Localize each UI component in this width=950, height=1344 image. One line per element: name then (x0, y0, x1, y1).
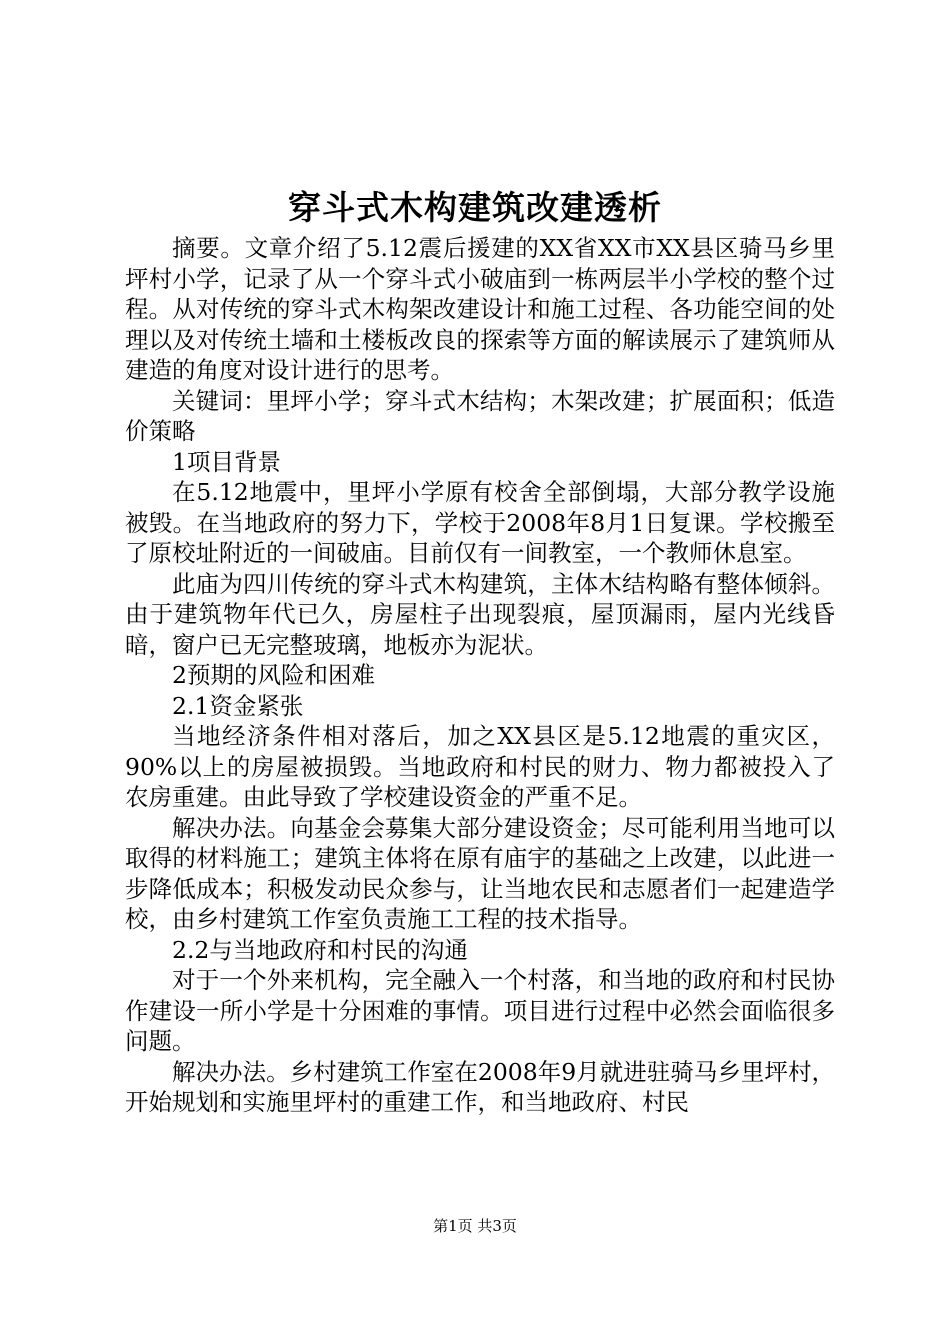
paragraph-communication: 对于一个外来机构，完全融入一个村落，和当地的政府和村民协作建设一所小学是十分困难的事情。项目进行过程中必然会面临很多问题。 (125, 966, 835, 1055)
paragraph-funding-solution: 解决办法。向基金会募集大部分建设资金；尽可能利用当地可以取得的材料施工；建筑主体将在原有庙宇的基础之上改建，以此进一步降低成本；积极发动民众参与，让当地农民和志愿者们一起建造学校，由乡村建筑工作室负责施工工程的技术指导。 (125, 813, 835, 933)
paragraph-abstract: 摘要。文章介绍了5.12震后援建的XX省XX市XX县区骑马乡里坪村小学，记录了从一个穿斗式小破庙到一栋两层半小学校的整个过程。从对传统的穿斗式木构架改建设计和施工过程、各功能空间的处理以及对传统土墙和土楼板改良的探索等方面的解读展示了建筑师从建造的角度对设计进行的思考。 (125, 234, 835, 384)
heading-funding: 2.1资金紧张 (172, 691, 304, 720)
page-number: 第1页 共3页 (433, 1217, 517, 1235)
heading-project-background: 1项目背景 (172, 447, 281, 476)
heading-risks: 2预期的风险和困难 (172, 661, 375, 689)
paragraph-background-2: 此庙为四川传统的穿斗式木构建筑，主体木结构略有整体倾斜。由于建筑物年代已久，房屋柱子出现裂痕，屋顶漏雨，屋内光线昏暗，窗户已无完整玻璃，地板亦为泥状。 (125, 569, 835, 659)
heading-communication: 2.2与当地政府和村民的沟通 (172, 935, 468, 964)
paragraph-background-1: 在5.12地震中，里坪小学原有校舍全部倒塌，大部分教学设施被毁。在当地政府的努力下，学校于2008年8月1日复课。学校搬至了原校址附近的一间破庙。目前仅有一间教室，一个教师休息室。 (125, 478, 835, 567)
document-title: 穿斗式木构建筑改建透析 (288, 188, 662, 227)
document-body (125, 233, 835, 1118)
paragraph-keywords: 关键词：里坪小学；穿斗式木结构；木架改建；扩展面积；低造价策略 (125, 386, 835, 445)
paragraph-communication-solution: 解决办法。乡村建筑工作室在2008年9月就进驻骑马乡里坪村，开始规划和实施里坪村的重建工作，和当地政府、村民 (125, 1057, 835, 1116)
paragraph-funding: 当地经济条件相对落后，加之XX县区是5.12地震的重灾区，90%以上的房屋被损毁。当地政府和村民的财力、物力都被投入了农房重建。由此导致了学校建设资金的严重不足。 (125, 722, 835, 811)
